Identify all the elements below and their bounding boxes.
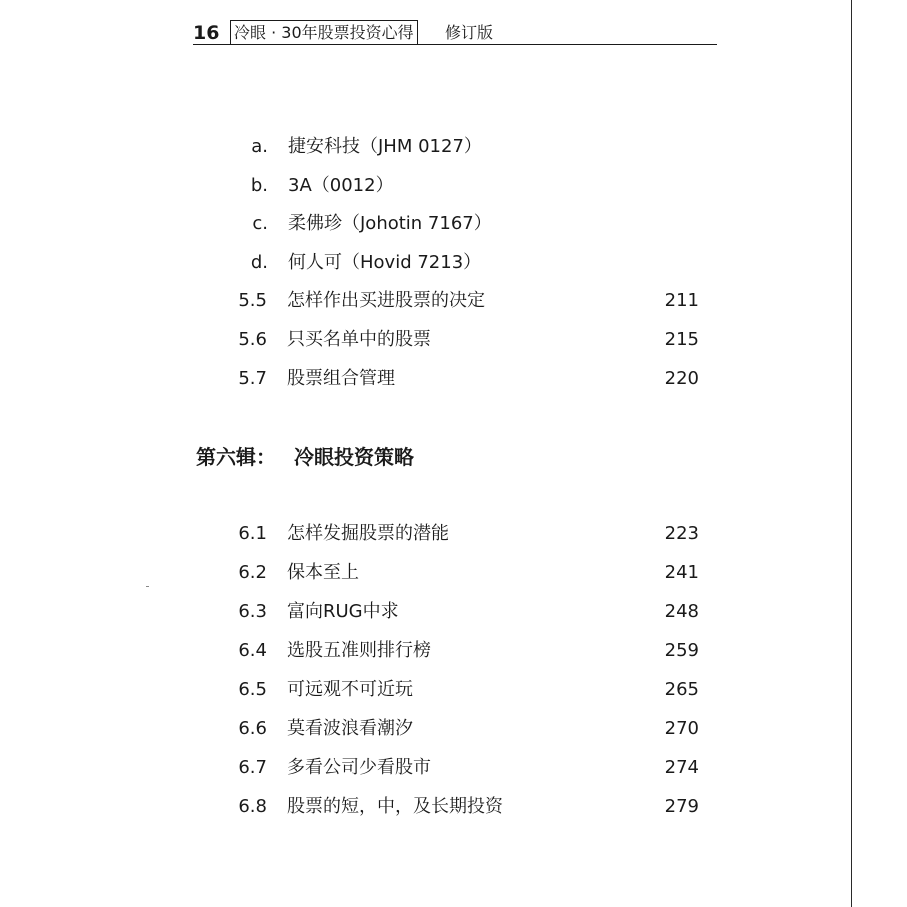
toc-entry-number: 5.5 [238, 290, 267, 311]
toc-entry [231, 677, 699, 703]
toc-entry-number: 6.8 [238, 796, 267, 817]
toc-entry [231, 755, 699, 781]
toc-entry-page: 223 [664, 523, 699, 544]
toc-entry-number: 6.3 [238, 601, 267, 622]
toc-entry-title: 保本至上 [287, 562, 359, 583]
section-heading [196, 441, 414, 470]
section-title: 冷眼投资策略 [294, 445, 414, 469]
toc-entry-page: 215 [664, 329, 699, 350]
toc-entry [231, 794, 699, 820]
sub-item [232, 173, 532, 199]
toc-entry-title: 富向RUG中求 [287, 601, 399, 622]
sub-item-label: b. [250, 175, 268, 196]
page-number: 16 [193, 22, 220, 44]
sub-item [232, 134, 532, 160]
toc-entry-title: 怎样发掘股票的潜能 [287, 523, 449, 544]
toc-entry-number: 6.6 [238, 718, 267, 739]
toc-entry [231, 521, 699, 547]
scan-speck [146, 586, 149, 587]
sub-item-label: a. [251, 136, 268, 157]
section-label: 第六辑： [196, 445, 276, 469]
toc-entry-page: 248 [664, 601, 699, 622]
toc-entry-page: 274 [664, 757, 699, 778]
header-rule [193, 44, 717, 45]
toc-entry-number: 6.1 [238, 523, 267, 544]
toc-entry-page: 279 [664, 796, 699, 817]
book-title-box: 冷眼 · 30年股票投资心得 [230, 20, 418, 45]
page-edge-line [851, 0, 852, 907]
toc-entry [231, 288, 699, 314]
toc-entry [231, 560, 699, 586]
toc-entry-page: 241 [664, 562, 699, 583]
toc-entry-page: 211 [664, 290, 699, 311]
toc-entry-page: 270 [664, 718, 699, 739]
sub-item-title: 柔佛珍（Johotin 7167） [288, 213, 492, 234]
toc-entry [231, 327, 699, 353]
toc-entry-title: 选股五准则排行榜 [287, 640, 431, 661]
sub-item [232, 211, 532, 237]
sub-item-title: 捷安科技（JHM 0127） [288, 136, 482, 157]
toc-entry-title: 可远观不可近玩 [287, 679, 413, 700]
toc-entry [231, 366, 699, 392]
toc-entry-number: 6.7 [238, 757, 267, 778]
sub-item-title: 何人可（Hovid 7213） [288, 252, 482, 273]
toc-entry [231, 638, 699, 664]
toc-entry-page: 265 [664, 679, 699, 700]
sub-item-label: c. [252, 213, 268, 234]
edition-label: 修订版 [445, 23, 494, 42]
toc-entry-number: 6.2 [238, 562, 267, 583]
toc-entry-number: 5.7 [238, 368, 267, 389]
running-header [193, 20, 717, 46]
toc-entry-title: 莫看波浪看潮汐 [287, 718, 413, 739]
toc-entry [231, 716, 699, 742]
toc-entry-title: 股票组合管理 [287, 368, 395, 389]
toc-entry-title: 多看公司少看股市 [287, 757, 431, 778]
toc-entry [231, 599, 699, 625]
sub-item [232, 250, 532, 276]
sub-item-label: d. [250, 252, 268, 273]
toc-entry-number: 6.5 [238, 679, 267, 700]
toc-entry-title: 股票的短，中，及长期投资 [287, 796, 503, 817]
toc-entry-number: 6.4 [238, 640, 267, 661]
toc-entry-title: 怎样作出买进股票的决定 [287, 290, 485, 311]
toc-entry-title: 只买名单中的股票 [287, 329, 431, 350]
sub-item-title: 3A（0012） [288, 175, 394, 196]
toc-entry-number: 5.6 [238, 329, 267, 350]
toc-entry-page: 259 [664, 640, 699, 661]
toc-entry-page: 220 [664, 368, 699, 389]
